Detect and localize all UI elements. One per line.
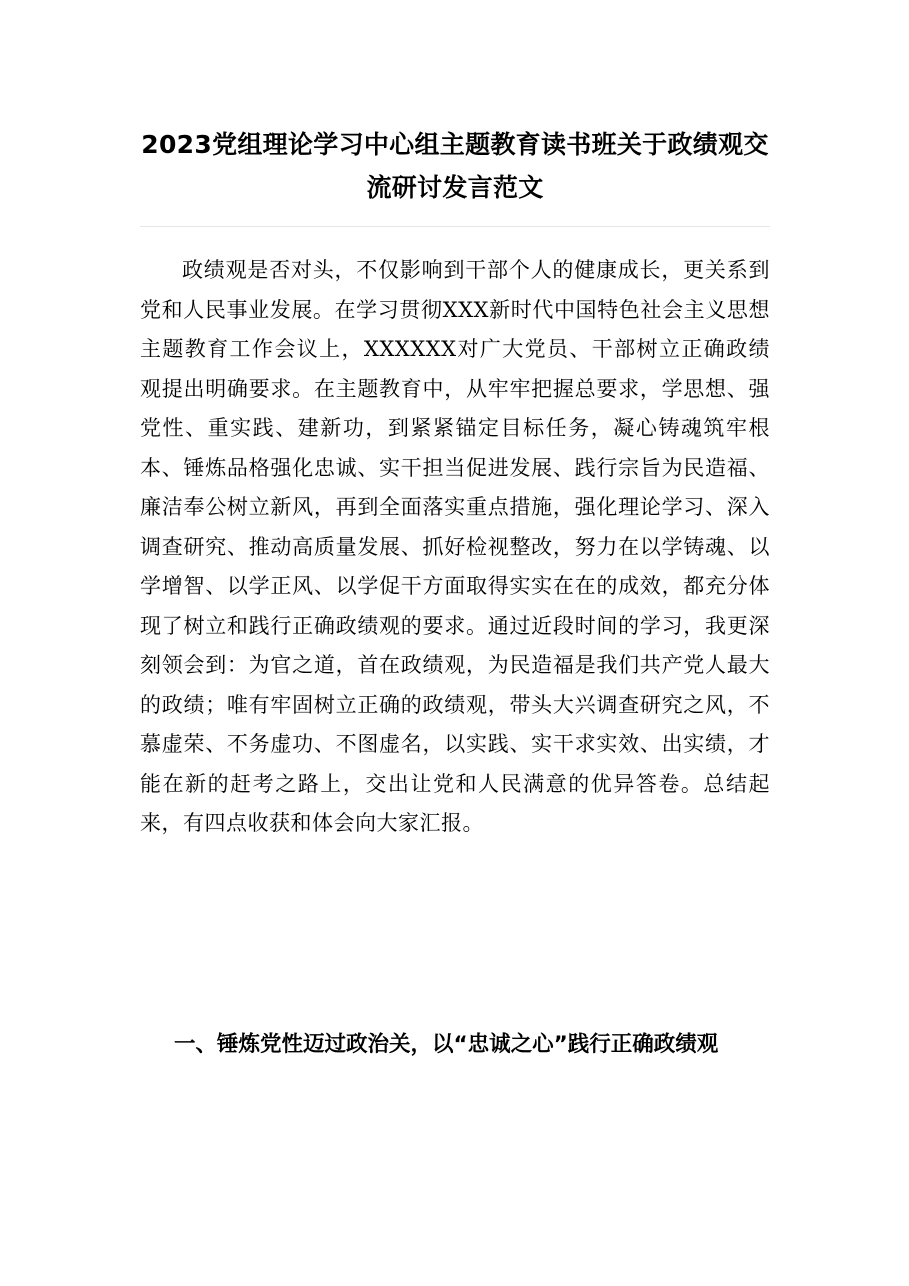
- document-title: 2023党组理论学习中心组主题教育读书班关于政绩观交流研讨发言范文: [141, 130, 769, 202]
- title-divider: [140, 226, 770, 227]
- section-heading: 一、锤炼党性迈过政治关，以“忠诚之心”践行正确政绩观: [174, 1032, 719, 1057]
- intro-paragraph: 政绩观是否对头，不仅影响到干部个人的健康成长，更关系到党和人民事业发展。在学习贯彻XXX新时代中国特色社会主义思想主题教育工作会议上，XXXXXX对广大党员、干部树立正确政绩观提出明确要求。在主题教育中，从牢牢把握总要求，学思想、强党性、重实践、建新功，到紧紧锚定目标任务，凝心铸魂筑牢根本、锤炼品格强化忠诚、实干担当促进发展、践行宗旨为民造福、廉洁奉公树立新风，再到全面落实重点措施，强化理论学习、深入调查研究、推动高质量发展、抓好检视整改，努力在以学铸魂、以学增智、以学正风、以学促干方面取得实实在在的成效，都充分体现了树立和践行正确政绩观的要求。通过近段时间的学习，我更深刻领会到：为官之道，首在政绩观，为民造福是我们共产党人最大的政绩；唯有牢固树立正确的政绩观，带头大兴调查研究之风，不慕虚荣、不务虚功、不图虚名，以实践、实干求实效、出实绩，才能在新的赶考之路上，交出让党和人民满意的优异答卷。总结起来，有四点收获和体会向大家汇报。: [140, 258, 770, 835]
